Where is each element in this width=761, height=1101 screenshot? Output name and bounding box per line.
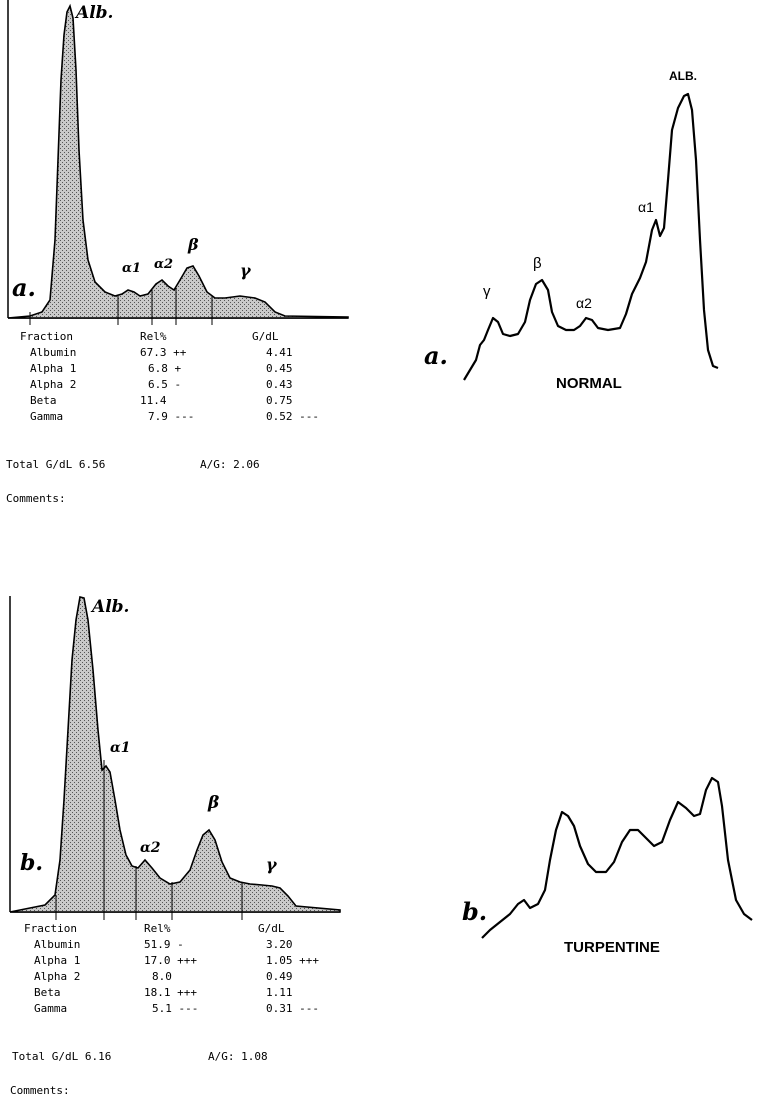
table-row-rel: 5.1 --- <box>152 1002 199 1015</box>
trace-b-tag: b. <box>462 897 488 926</box>
table-row-name: Beta <box>34 986 61 999</box>
panel-b-tag: b. <box>20 850 44 876</box>
table-row-rel: 8.0 <box>152 970 172 983</box>
panel-b-curve <box>10 597 340 912</box>
trace-a-beta-label: β <box>533 255 542 272</box>
panel-a-beta-label: β <box>188 235 199 254</box>
table-row-gdl: 0.31 --- <box>266 1002 319 1015</box>
panel-b-ag-ratio: A/G: 1.08 <box>208 1050 268 1063</box>
panel-a-comments: Comments: <box>6 492 66 505</box>
panel-a-ag-ratio: A/G: 2.06 <box>200 458 260 471</box>
panel-a-densitogram <box>8 0 348 325</box>
panel-b-alpha2-label: α2 <box>140 840 161 856</box>
trace-a-curve <box>464 94 718 380</box>
table-row-name: Alpha 1 <box>34 954 81 967</box>
table-row-gdl: 0.49 <box>266 970 293 983</box>
table-row-rel: 18.1 +++ <box>144 986 197 999</box>
table-row-name: Beta <box>30 394 57 407</box>
table-row-rel: 6.5 - <box>148 378 182 391</box>
table-row-gdl: 0.75 <box>266 394 293 407</box>
panel-b-gamma-label: γ <box>266 855 277 874</box>
table-row-gdl: 1.11 <box>266 986 293 999</box>
panel-a-tag: a. <box>12 273 36 302</box>
table-row-name: Albumin <box>30 346 77 359</box>
trace-b-curve <box>482 778 752 938</box>
table-row-rel: 17.0 +++ <box>144 954 197 967</box>
panel-b-alpha1-label: α1 <box>110 740 131 756</box>
panel-a-alpha1-label: α1 <box>122 261 142 276</box>
trace-a-caption: NORMAL <box>556 375 622 392</box>
trace-a-alpha1-label: α1 <box>638 199 654 215</box>
panel-b-alb-label: Alb. <box>92 597 130 617</box>
trace-b-turpentine <box>462 778 752 956</box>
panel-a-col-gdl: G/dL <box>252 330 279 343</box>
trace-a-gamma-label: γ <box>483 283 491 300</box>
panel-a-total: Total G/dL 6.56 <box>6 458 106 471</box>
trace-a-normal <box>424 69 718 392</box>
panel-b-beta-label: β <box>208 793 220 813</box>
table-row-rel: 67.3 ++ <box>140 346 187 359</box>
panel-b-total: Total G/dL 6.16 <box>12 1050 112 1063</box>
table-row-rel: 51.9 - <box>144 938 184 951</box>
panel-b-densitogram <box>10 596 340 920</box>
panel-a-col-relpct: Rel% <box>140 330 167 343</box>
table-row-gdl: 1.05 +++ <box>266 954 319 967</box>
table-row-gdl: 0.43 <box>266 378 293 391</box>
panel-a-gamma-label: γ <box>240 261 251 280</box>
table-row-name: Gamma <box>34 1002 68 1015</box>
table-row-rel: 7.9 --- <box>148 410 195 423</box>
panel-b-col-relpct: Rel% <box>144 922 171 935</box>
panel-a-table <box>6 330 319 505</box>
table-row-gdl: 0.52 --- <box>266 410 319 423</box>
panel-a-col-fraction: Fraction <box>20 330 73 343</box>
trace-a-alb-label: ALB. <box>669 69 697 83</box>
table-row-rel: 11.4 <box>140 394 167 407</box>
trace-b-caption: TURPENTINE <box>564 939 660 956</box>
panel-b-comments: Comments: <box>10 1084 70 1097</box>
panel-a-alb-label: Alb. <box>76 3 114 23</box>
table-row-name: Alpha 2 <box>30 378 77 391</box>
table-row-name: Gamma <box>30 410 64 423</box>
table-row-gdl: 4.41 <box>266 346 293 359</box>
table-row-gdl: 3.20 <box>266 938 293 951</box>
table-row-name: Alpha 1 <box>30 362 77 375</box>
panel-b-table <box>10 922 319 1097</box>
panel-b-col-fraction: Fraction <box>24 922 77 935</box>
table-row-gdl: 0.45 <box>266 362 293 375</box>
panel-a-alpha2-label: α2 <box>154 257 174 272</box>
table-row-rel: 6.8 + <box>148 362 182 375</box>
table-row-name: Albumin <box>34 938 81 951</box>
panel-b-col-gdl: G/dL <box>258 922 285 935</box>
trace-a-alpha2-label: α2 <box>576 295 592 311</box>
trace-a-tag: a. <box>424 341 448 370</box>
table-row-name: Alpha 2 <box>34 970 81 983</box>
panel-a-curve <box>8 6 348 318</box>
